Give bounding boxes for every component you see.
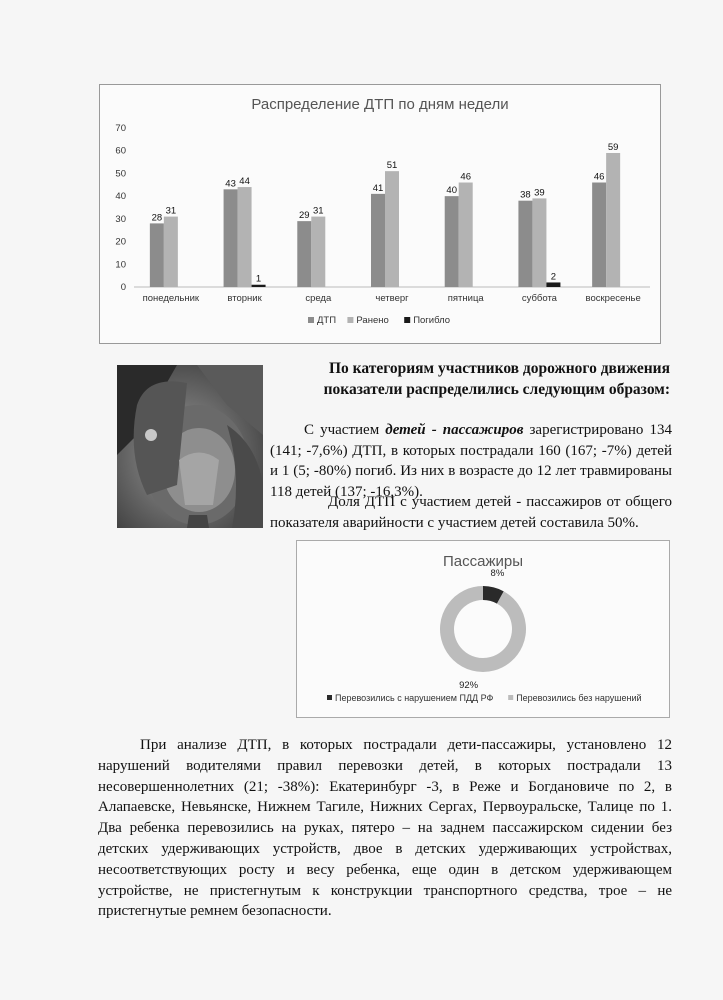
x-tick-label: пятница xyxy=(447,293,484,304)
legend-label: Ранено xyxy=(356,315,389,326)
bar xyxy=(532,198,546,287)
bar-value-label: 46 xyxy=(593,171,605,183)
bar xyxy=(459,183,473,287)
bar-value-label: 31 xyxy=(312,205,324,217)
weekday-bar-chart xyxy=(100,85,660,343)
legend-swatch xyxy=(327,695,332,700)
bar xyxy=(518,201,532,287)
para-lead: С участием xyxy=(304,422,386,438)
bar xyxy=(606,153,620,287)
bar-value-label: 38 xyxy=(520,189,531,201)
bar xyxy=(546,282,560,287)
para-emphasis: детей - пассажиров xyxy=(385,422,524,438)
bar xyxy=(385,171,399,287)
y-tick-label: 10 xyxy=(115,259,126,271)
donut-value-label: 8% xyxy=(490,567,505,579)
para-rest: зарегистрировано 134 (141; -7,6%) ДТП, в которых пострадали 160 (167; -7%) детей и 1 (5; -80%) погиб. Из них в возрасте до 12 лет травмированы 118 детей (137; -16,3%). xyxy=(270,422,672,500)
y-tick-label: 40 xyxy=(115,191,126,203)
bar-value-label: 28 xyxy=(151,212,163,224)
x-tick-label: понедельник xyxy=(142,293,200,304)
legend-label: Перевозились с нарушением ПДД РФ xyxy=(335,693,494,703)
donut-slice xyxy=(483,593,500,597)
y-tick-label: 50 xyxy=(115,168,126,180)
bar xyxy=(371,194,385,287)
bar-value-label: 1 xyxy=(255,273,262,285)
legend-swatch xyxy=(404,317,410,323)
passengers-paragraph xyxy=(270,420,672,502)
bar-value-label: 40 xyxy=(446,185,458,197)
share-paragraph: Доля ДТП с участием детей - пассажиров от общего показателя аварийности с участием детей составила 50%. xyxy=(270,494,672,531)
bar-value-label: 39 xyxy=(534,187,545,199)
x-tick-label: вторник xyxy=(227,293,262,304)
y-tick-label: 70 xyxy=(115,123,126,134)
bar-value-label: 51 xyxy=(386,160,398,172)
x-tick-label: воскресенье xyxy=(585,293,641,304)
passengers-donut-chart xyxy=(297,541,669,717)
bar-value-label: 29 xyxy=(298,210,310,222)
legend-label: ДТП xyxy=(317,315,337,326)
y-tick-label: 0 xyxy=(120,282,126,293)
bar xyxy=(164,217,178,287)
bar-value-label: 59 xyxy=(607,141,619,153)
child-car-seat-photo xyxy=(117,365,263,528)
legend-label: Перевозились без нарушений xyxy=(516,693,642,703)
legend-swatch xyxy=(508,695,513,700)
legend-swatch xyxy=(308,317,314,323)
bar xyxy=(224,189,238,287)
bar-value-label: 31 xyxy=(165,205,177,217)
x-tick-label: суббота xyxy=(521,293,557,304)
y-tick-label: 60 xyxy=(115,145,126,157)
bar xyxy=(252,285,266,287)
y-tick-label: 30 xyxy=(115,213,126,225)
y-tick-label: 20 xyxy=(115,236,126,248)
bar-value-label: 44 xyxy=(239,176,250,188)
passengers-chart xyxy=(296,540,670,718)
bar-value-label: 41 xyxy=(372,182,384,194)
bar xyxy=(592,183,606,287)
section-heading-line1: По категориям участников дорожного движения xyxy=(329,360,670,377)
bar xyxy=(297,221,311,287)
passengers-chart-title: Пассажиры xyxy=(442,553,523,570)
x-tick-label: среда xyxy=(305,293,332,304)
analysis-text: При анализе ДТП, в которых пострадали дети-пассажиры, установлено 12 нарушений водителями правил перевозки детей, в которых пострадали 13 несовершеннолетних (21; -38%): Екатеринбург -3, в Реже и Богдановиче по 2, в Алапаевске, Невьянске, Нижнем Тагиле, Нижних Сергах, Первоуральске, Талице по 1. Два ребенка перевозились на руках, пятеро – на заднем пассажирском сидении без детских удерживающих устройств, двое в детских удерживающих устройствах, несоответствующих росту и весу ребенка, еще один в детском удерживающем устройстве, не пристегнутым к конструкции транспортного средства, трое – не пристегнутые ремнем безопасности. xyxy=(98,737,672,920)
weekday-chart xyxy=(99,84,661,344)
donut-value-label: 92% xyxy=(459,680,479,692)
bar xyxy=(445,196,459,287)
legend-label: Погибло xyxy=(413,315,451,326)
section-heading-line2: показатели распределились следующим образом: xyxy=(323,381,670,398)
bar-value-label: 2 xyxy=(550,271,557,283)
bar xyxy=(238,187,252,287)
donut-slice xyxy=(447,593,519,665)
bar-value-label: 43 xyxy=(225,178,236,190)
bar-value-label: 46 xyxy=(460,171,472,183)
bar xyxy=(150,223,164,287)
analysis-paragraph xyxy=(98,735,672,922)
weekday-chart-title: Распределение ДТП по дням недели xyxy=(251,96,509,113)
section-heading xyxy=(270,358,670,400)
bar xyxy=(311,217,325,287)
x-tick-label: четверг xyxy=(375,293,409,304)
legend-swatch xyxy=(347,317,353,323)
